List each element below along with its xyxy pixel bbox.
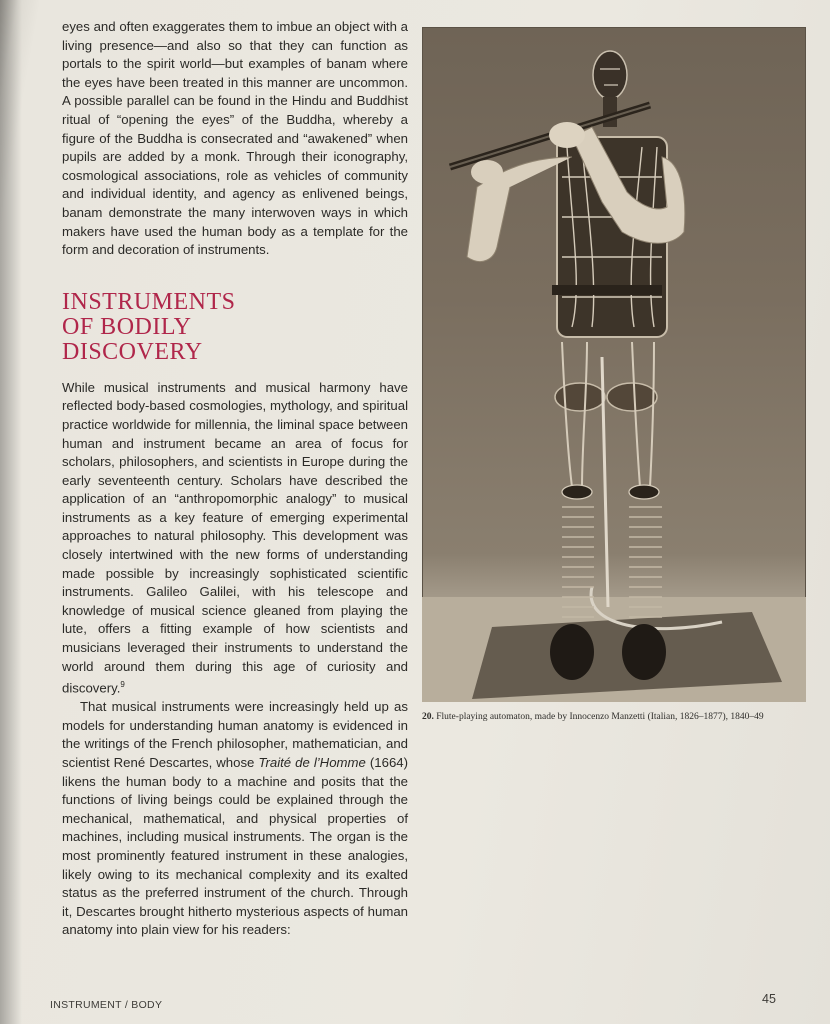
right-hand [549, 122, 585, 148]
heading-line-1: INSTRUMENTS [62, 288, 236, 315]
book-title: Traité de l’Homme [258, 754, 366, 770]
left-foot [550, 624, 594, 680]
left-hip [555, 383, 605, 411]
paragraph-2-text: While musical instruments and musical harmony have reflected body-based cosmologies, mythology, and spiritual practice worldwide for millennia, the liminal space between human and instrument became an area of focus for scholars, philosophers, and scientists in Europe during the early seventeenth century. Scholars have described the application of an “anthropomorphic analogy” to musical instruments as a key feature of emerging experimental approaches to natural philosophy. This development was closely intertwined with the new forms of understanding made possible by increasingly sophisticated scientific instruments. Galileo Galilei, with his telescope and knowledge of musical science gleaned from playing the lute, offers a fitting example of how scientists and musicians leveraged their instruments to understand the world around them during this age of curiosity and discovery. [62, 379, 408, 696]
paragraph-3-start: That musical instruments were increasingly held up as models for understanding human anatomy is evidenced in the writings of the French philosopher, mathematician, and scientist René Descartes, whose [62, 699, 408, 770]
figure-caption-text: Flute-playing automaton, made by Innocenzo Manzetti (Italian, 1826–1877), 1840–49 [433, 712, 764, 722]
page-number: 45 [762, 992, 776, 1006]
left-hand [471, 160, 503, 184]
paragraph-3 [62, 698, 408, 940]
paragraph-2 [62, 379, 408, 698]
right-knee [629, 485, 659, 499]
heading-line-3: DISCOVERY [62, 338, 203, 365]
figure-number: 20. [422, 712, 434, 722]
automaton-photograph [422, 27, 806, 702]
running-title: INSTRUMENT / BODY [50, 999, 163, 1011]
text-column [62, 18, 408, 940]
paragraph-3-end: (1664) likens the human body to a machine and posits that the functions of living beings could be explained through the mechanical, mathematical, and physical properties of machines, including musical instruments. The organ is the most prominently featured instrument in these analogies, likely owing to its mechanical complexity and its exalted status as the preferred instrument of the church. Through it, Descartes brought hitherto mysterious aspects of human anatomy into plain view for his readers: [62, 754, 408, 938]
left-knee [562, 485, 592, 499]
right-hip [607, 383, 657, 411]
automaton-head [593, 51, 627, 99]
right-foot [622, 624, 666, 680]
automaton-illustration [422, 27, 806, 702]
gutter-shadow [0, 0, 22, 1024]
footnote-ref: 9 [120, 680, 125, 690]
section-heading [62, 290, 408, 365]
figure-caption [422, 712, 822, 722]
intro-paragraph: eyes and often exaggerates them to imbue an object with a living presence—and also so that they can function as portals to the spirit world—but examples of banam where the eyes have been treated in this manner are uncommon. A possible parallel can be found in the Hindu and Buddhist ritual of “opening the eyes” of the Buddha, whereby a figure of the Buddha is consecrated and “awakened” when pupils are added by a monk. Through their iconography, cosmological associations, role as vehicles of community and individual identity, and agency as enlivened beings, banam demonstrate the many interwoven ways in which makers have used the human body as a template for the form and decoration of instruments. [62, 19, 408, 258]
waist-band [552, 285, 662, 295]
heading-line-2: OF BODILY [62, 313, 192, 340]
